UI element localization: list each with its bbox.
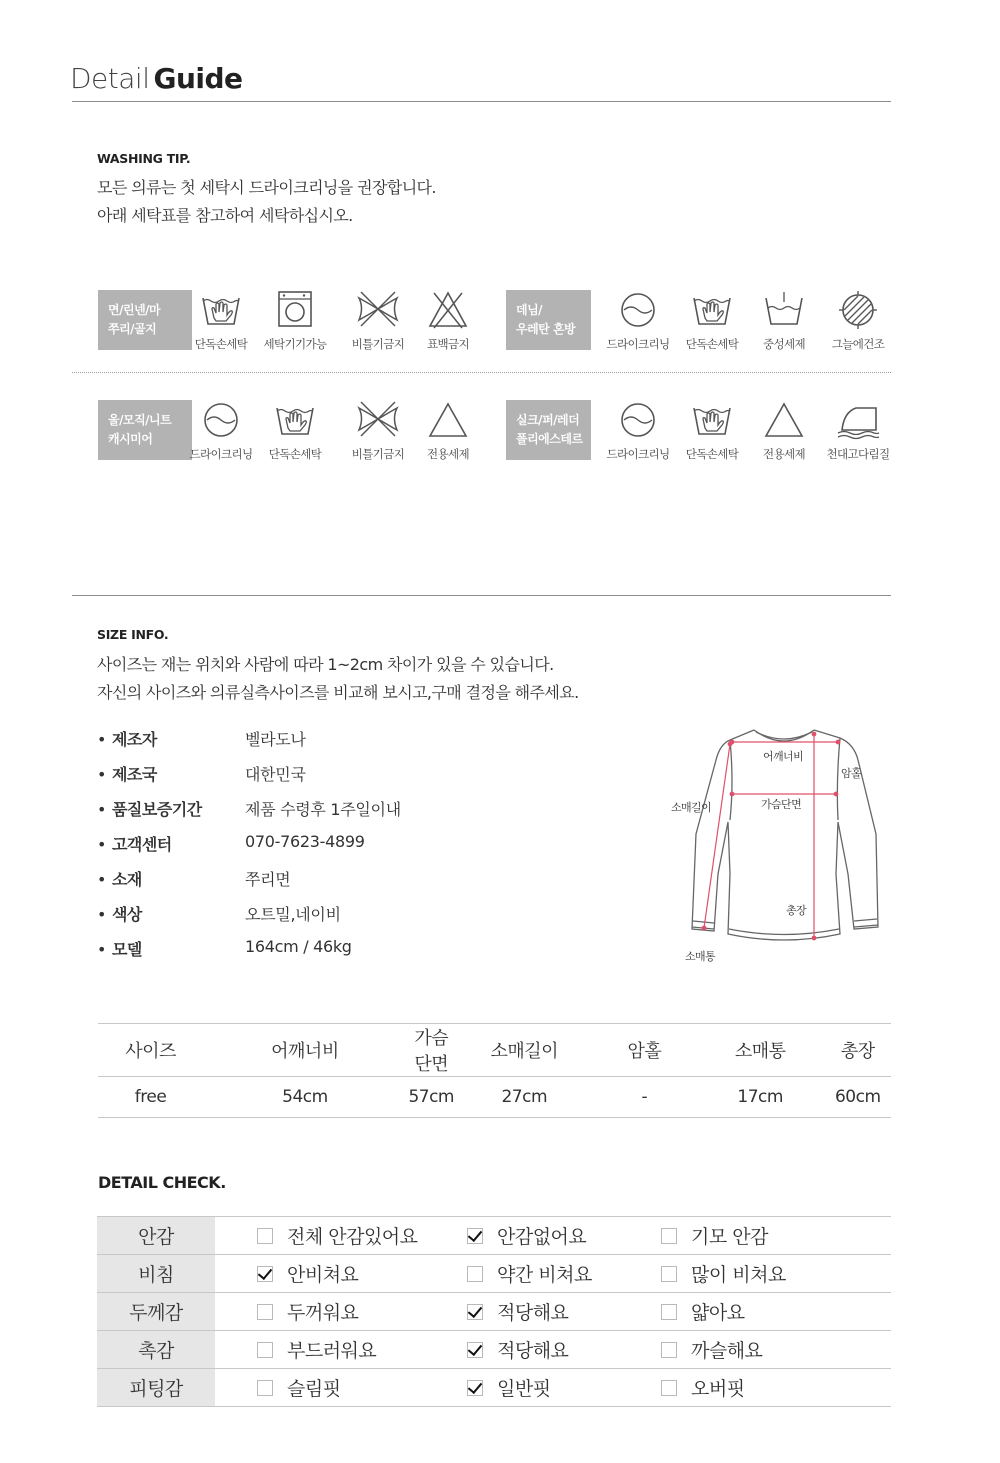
dry-clean-icon [199, 398, 243, 442]
wash-symbol-label: 전용세제 [426, 447, 470, 461]
wash-symbol-label: 단독손세탁 [194, 337, 248, 351]
no-wring-icon [356, 398, 400, 442]
wash-category-line: 면/린넨/마 [108, 303, 161, 317]
detail-check-option[interactable] [665, 1369, 891, 1407]
section-divider [72, 595, 891, 596]
detail-check-row-label: 비침 [97, 1255, 215, 1293]
size-table-cell: 27cm [501, 1087, 548, 1107]
detail-check-row [97, 1369, 891, 1407]
checkbox-unchecked[interactable] [467, 1266, 483, 1282]
detail-check-option[interactable] [429, 1217, 665, 1255]
size-table-header-cell: 암홀 [627, 1041, 662, 1062]
detail-check-option-label: 전체 안감있어요 [287, 1226, 418, 1248]
wash-symbol-label: 드라이크리닝 [606, 337, 670, 351]
detail-check-option-label: 부드러워요 [287, 1340, 377, 1362]
wash-category-line: 폴리에스테르 [516, 432, 583, 446]
detail-check-option[interactable] [665, 1217, 891, 1255]
dry-clean-icon [616, 398, 660, 442]
wash-symbol-label: 표백금지 [426, 337, 470, 351]
size-table-header-cell: 총장 [840, 1041, 875, 1062]
size-table-header-cell: 사이즈 [125, 1041, 176, 1062]
checkbox-checked[interactable] [467, 1228, 483, 1244]
spec-value: 오트밀,네이비 [245, 905, 341, 924]
hand-wash-icon [273, 398, 317, 442]
wash-symbol-label: 세탁기기가능 [263, 337, 327, 351]
dry-clean-icon [616, 288, 660, 332]
detail-check-option[interactable] [215, 1255, 429, 1293]
wash-symbol-label: 단독손세탁 [685, 337, 739, 351]
no-wring-icon [356, 288, 400, 332]
diagram-label-total: 총장 [786, 904, 807, 917]
detail-check-option[interactable] [429, 1255, 665, 1293]
wash-symbol-label: 그늘에건조 [831, 337, 885, 351]
detail-check-option-label: 적당해요 [497, 1302, 569, 1324]
spec-value: 쭈리면 [245, 870, 291, 889]
checkbox-unchecked[interactable] [257, 1304, 273, 1320]
wash-symbol [181, 288, 261, 352]
detail-check-option[interactable] [215, 1217, 429, 1255]
size-table [98, 1023, 891, 1118]
wash-symbol [408, 398, 488, 462]
size-table-cell: 60cm [834, 1087, 881, 1107]
size-table-header [98, 1024, 891, 1077]
size-table-cell: 17cm [737, 1087, 783, 1107]
hand-wash-icon [199, 288, 243, 332]
wash-symbol-label: 중성세제 [762, 337, 806, 351]
wash-symbol [818, 398, 898, 462]
checkbox-unchecked[interactable] [661, 1266, 677, 1282]
detail-check-row [97, 1217, 891, 1255]
wash-category-silk [506, 400, 591, 460]
wash-category-line: 데님/ [516, 303, 543, 317]
wash-symbol [255, 398, 335, 462]
spec-key: • 소재 [97, 867, 142, 890]
washing-machine-icon [273, 288, 317, 332]
wash-row-2 [98, 398, 892, 478]
checkbox-checked[interactable] [467, 1304, 483, 1320]
washing-tip-line: 아래 세탁표를 참고하여 세탁하십시오. [97, 206, 353, 225]
detail-check-option-label: 약간 비쳐요 [497, 1264, 592, 1286]
page-title [70, 62, 243, 95]
diagram-label-shoulder: 어깨너비 [763, 750, 804, 763]
spec-key: • 제조자 [97, 727, 157, 750]
diagram-label-chest: 가슴단면 [761, 798, 802, 811]
size-table-header-cell: 가슴단면 [414, 1028, 449, 1075]
size-table-row [98, 1077, 891, 1118]
detail-check-option-label: 안비쳐요 [287, 1264, 359, 1286]
wash-symbol [255, 288, 335, 352]
header-divider [72, 101, 891, 102]
detail-check-row [97, 1331, 891, 1369]
wash-symbol-label: 천대고다림질 [826, 447, 890, 461]
page-title-light: Detail [70, 62, 150, 95]
detail-check-option[interactable] [215, 1293, 429, 1331]
wash-symbol-label: 전용세제 [762, 447, 806, 461]
washing-tip-label: WASHING TIP. [97, 151, 191, 166]
size-table-cell: - [641, 1087, 648, 1107]
detail-check-option-label: 일반핏 [497, 1378, 551, 1400]
detail-check-option[interactable] [215, 1369, 429, 1407]
size-table-header-cell: 소매길이 [490, 1041, 559, 1062]
detail-check-option-label: 두꺼워요 [287, 1302, 359, 1324]
checkbox-unchecked[interactable] [257, 1228, 273, 1244]
hand-wash-icon [690, 288, 734, 332]
detail-check-option-label: 기모 안감 [691, 1226, 768, 1248]
wash-symbol [598, 288, 678, 352]
spec-key: • 고객센터 [97, 832, 172, 855]
spec-key: • 모델 [97, 937, 142, 960]
detail-check-option-label: 슬림핏 [287, 1378, 341, 1400]
size-info-line: 사이즈는 재는 위치와 사람에 따라 1~2cm 차이가 있을 수 있습니다. [97, 655, 554, 674]
wash-symbol-label: 단독손세탁 [685, 447, 739, 461]
detail-check-option[interactable] [215, 1331, 429, 1369]
page-title-bold: Guide [153, 62, 243, 95]
wash-symbol-label: 비틀기금지 [351, 337, 405, 351]
checkbox-checked[interactable] [467, 1342, 483, 1358]
special-detergent-icon [426, 398, 470, 442]
wash-symbol-label: 단독손세탁 [268, 447, 322, 461]
detail-check-option[interactable] [429, 1369, 665, 1407]
wash-category-denim [506, 290, 591, 350]
detail-check-option[interactable] [429, 1331, 665, 1369]
checkbox-unchecked[interactable] [661, 1304, 677, 1320]
checkbox-unchecked[interactable] [257, 1380, 273, 1396]
spec-key: • 색상 [97, 902, 142, 925]
wash-symbol [672, 288, 752, 352]
checkbox-unchecked[interactable] [661, 1342, 677, 1358]
detail-check-row-label: 피팅감 [97, 1369, 215, 1407]
wash-symbol [181, 398, 261, 462]
size-table-header-cell: 어깨너비 [271, 1041, 339, 1062]
size-table-cell: free [134, 1087, 167, 1107]
wash-divider [72, 372, 891, 373]
wash-symbol [408, 288, 488, 352]
spec-value: 제품 수령후 1주일이내 [245, 800, 401, 819]
detail-check-row [97, 1293, 891, 1331]
wash-symbol [744, 288, 824, 352]
special-detergent-icon [762, 398, 806, 442]
detail-check-table [97, 1216, 891, 1407]
size-table-cell: 57cm [408, 1087, 454, 1107]
neutral-detergent-icon [762, 288, 806, 332]
wash-category-wool [98, 400, 192, 460]
checkbox-checked[interactable] [257, 1266, 273, 1282]
checkbox-unchecked[interactable] [257, 1342, 273, 1358]
shade-dry-icon [836, 288, 880, 332]
detail-check-option-label: 얇아요 [691, 1302, 745, 1324]
washing-tip-line: 모든 의류는 첫 세탁시 드라이크리닝을 권장합니다. [97, 178, 436, 197]
wash-symbol-label: 드라이크리닝 [189, 447, 253, 461]
no-bleach-icon [426, 288, 470, 332]
iron-cloth-icon [836, 398, 880, 442]
detail-check-option[interactable] [665, 1255, 891, 1293]
spec-value: 070-7623-4899 [245, 832, 365, 851]
wash-symbol-label: 비틀기금지 [351, 447, 405, 461]
wash-category-line: 캐시미어 [108, 432, 153, 446]
detail-check-option[interactable] [665, 1293, 891, 1331]
detail-check-row [97, 1255, 891, 1293]
spec-key: • 제조국 [97, 762, 157, 785]
spec-key: • 품질보증기간 [97, 797, 202, 820]
size-info-intro [97, 651, 579, 707]
wash-symbol [744, 398, 824, 462]
wash-category-line: 울/모직/니트 [108, 413, 172, 427]
checkbox-checked[interactable] [467, 1380, 483, 1396]
diagram-label-armhole: 암홀 [841, 767, 862, 780]
diagram-label-sleeve-length: 소매길이 [671, 801, 712, 814]
detail-check-title: DETAIL CHECK. [98, 1173, 226, 1192]
wash-symbol [338, 398, 418, 462]
garment-diagram [668, 724, 893, 969]
spec-value: 대한민국 [245, 765, 306, 784]
size-table-header-cell: 소매통 [734, 1041, 786, 1062]
hand-wash-icon [690, 398, 734, 442]
detail-check-option-label: 오버핏 [691, 1378, 745, 1400]
checkbox-unchecked[interactable] [661, 1228, 677, 1244]
checkbox-unchecked[interactable] [661, 1380, 677, 1396]
detail-check-row-label: 촉감 [97, 1331, 215, 1369]
wash-symbol [672, 398, 752, 462]
size-info-line: 자신의 사이즈와 의류실측사이즈를 비교해 보시고,구매 결정을 해주세요. [97, 683, 579, 702]
detail-check-row-label: 두께감 [97, 1293, 215, 1331]
wash-category-cotton [98, 290, 192, 350]
detail-check-row-label: 안감 [97, 1217, 215, 1255]
wash-category-line: 실크/퍼/레더 [516, 413, 580, 427]
wash-symbol [338, 288, 418, 352]
wash-category-line: 우레탄 혼방 [516, 322, 576, 336]
washing-tip-intro [97, 174, 436, 230]
spec-value: 벨라도나 [245, 730, 306, 749]
size-table-cell: 54cm [282, 1087, 328, 1107]
diagram-label-cuff: 소매통 [685, 950, 716, 963]
detail-check-option[interactable] [429, 1293, 665, 1331]
wash-symbol-label: 드라이크리닝 [606, 447, 670, 461]
wash-category-line: 쭈리/골지 [108, 322, 157, 336]
detail-check-option-label: 적당해요 [497, 1340, 569, 1362]
size-info-label: SIZE INFO. [97, 627, 169, 642]
detail-check-option[interactable] [665, 1331, 891, 1369]
wash-symbol [818, 288, 898, 352]
detail-check-option-label: 까슬해요 [691, 1340, 763, 1362]
wash-row-1 [98, 288, 892, 368]
spec-value: 164cm / 46kg [245, 937, 352, 956]
detail-check-option-label: 많이 비쳐요 [691, 1264, 786, 1286]
wash-symbol [598, 398, 678, 462]
detail-check-option-label: 안감없어요 [497, 1226, 587, 1248]
